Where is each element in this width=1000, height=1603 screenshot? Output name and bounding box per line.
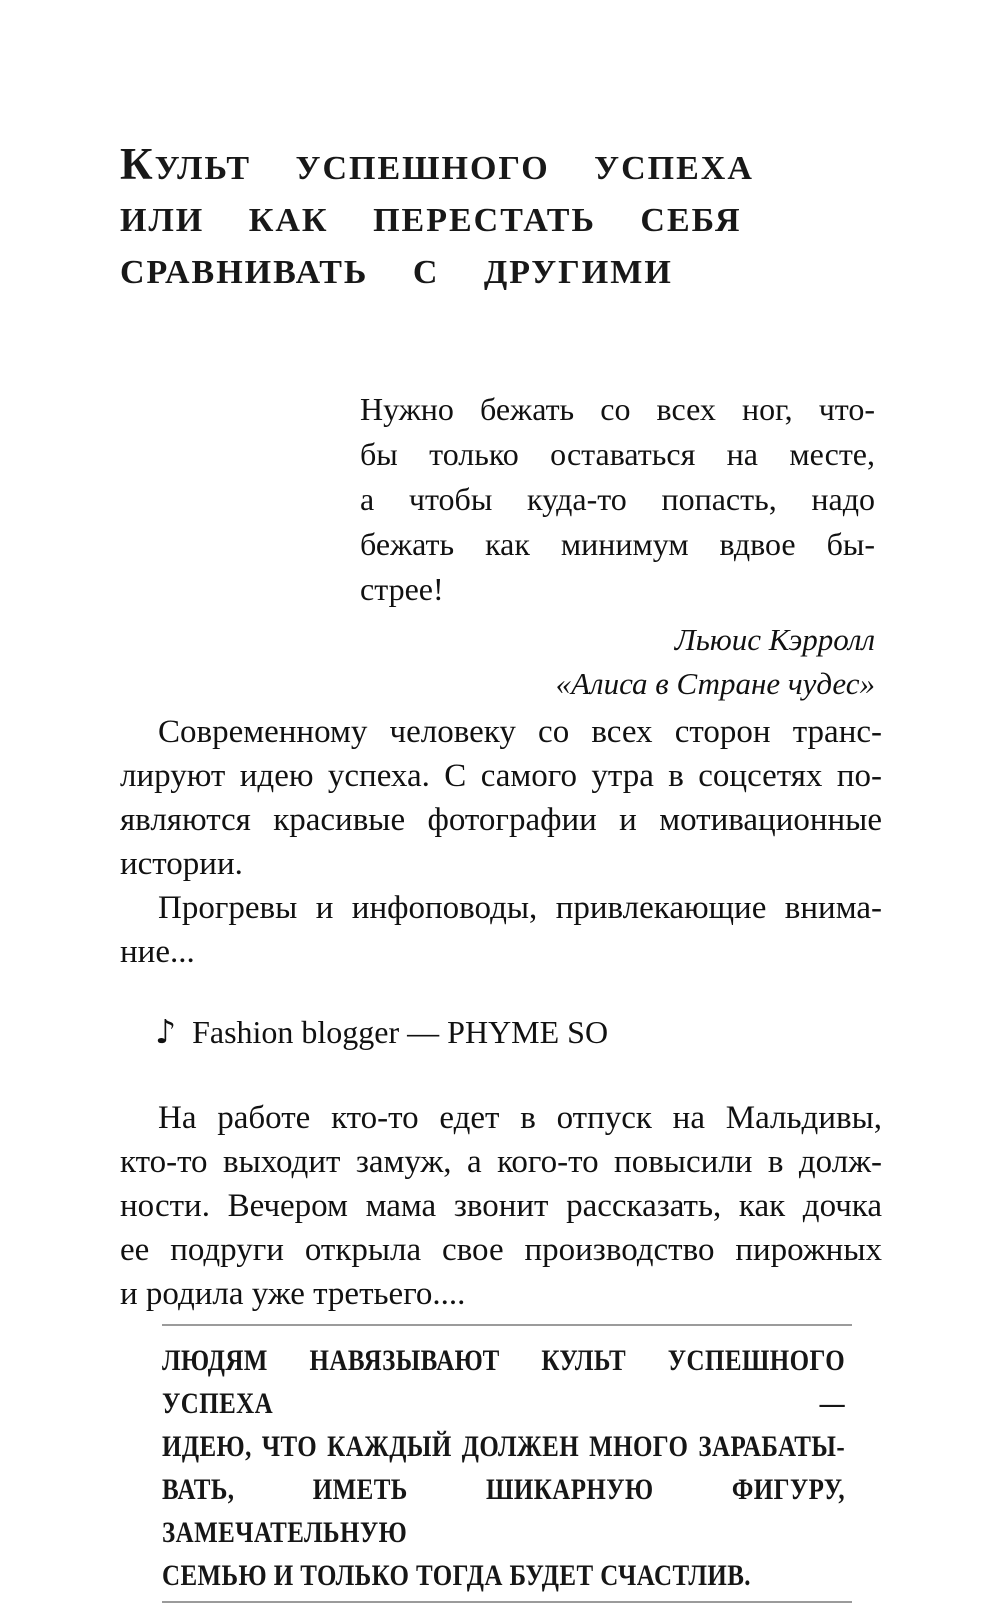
callout-quote xyxy=(162,1324,852,1603)
epigraph-quote xyxy=(360,387,875,612)
music-caption-text: Fashion blogger — PHYME SO xyxy=(192,1014,609,1050)
music-note-icon: ♪ xyxy=(155,1012,177,1051)
text-line: кто-то выходит замуж, а кого-то повысили в долж- xyxy=(120,1144,882,1180)
text-line: ВАТЬ, ИМЕТЬ ШИКАРНУЮ ФИГУРУ, ЗАМЕЧАТЕЛЬНУЮ xyxy=(162,1473,846,1549)
text-line: стрее! xyxy=(360,571,444,607)
epigraph-author: Льюис Кэрролл xyxy=(674,622,875,657)
text-line: являются красивые фотографии и мотивационные xyxy=(120,802,882,838)
text-line: и родила уже третьего.... xyxy=(120,1276,466,1312)
text-line: На работе кто-то едет в отпуск на Мальдивы, xyxy=(158,1100,882,1136)
text-line: истории. xyxy=(120,846,243,882)
paragraph xyxy=(120,886,882,974)
text-line: СЕМЬЮ И ТОЛЬКО ТОГДА БУДЕТ СЧАСТЛИВ. xyxy=(162,1559,751,1592)
text-line: КУЛЬТ УСПЕШНОГО УСПЕХА xyxy=(120,139,754,189)
epigraph xyxy=(360,387,875,706)
text-line: Прогревы и инфоповоды, привлекающие внима- xyxy=(158,890,882,926)
music-caption xyxy=(155,1010,882,1054)
text-line: бы только оставаться на месте, xyxy=(360,436,875,472)
text-line: а чтобы куда-то попасть, надо xyxy=(360,481,875,517)
epigraph-source: «Алиса в Стране чудес» xyxy=(555,666,875,701)
text-line: ИДЕЮ, ЧТО КАЖДЫЙ ДОЛЖЕН МНОГО ЗАРАБАТЫ- xyxy=(162,1430,846,1463)
text-line: ние... xyxy=(120,934,195,970)
epigraph-attribution xyxy=(360,618,875,706)
text-line: лируют идею успеха. С самого утра в соцсетях по- xyxy=(120,758,882,794)
text-line: ности. Вечером мама звонит рассказать, как дочка xyxy=(120,1188,882,1224)
text-line: ЛЮДЯМ НАВЯЗЫВАЮТ КУЛЬТ УСПЕШНОГО УСПЕХА — xyxy=(162,1344,846,1420)
text-line: бежать как минимум вдвое бы- xyxy=(360,526,875,562)
paragraph xyxy=(120,710,882,886)
text-line: ИЛИ КАК ПЕРЕСТАТЬ СЕБЯ xyxy=(120,202,742,239)
callout-text xyxy=(162,1339,845,1597)
text-line: Нужно бежать со всех ног, что- xyxy=(360,391,875,427)
text-line: Современному человеку со всех сторон транс- xyxy=(158,714,882,750)
paragraph xyxy=(120,1096,882,1316)
text-line: ее подруги открыла свое производство пирожных xyxy=(120,1232,882,1268)
chapter-title xyxy=(120,138,882,299)
text-line: СРАВНИВАТЬ С ДРУГИМИ xyxy=(120,254,673,291)
